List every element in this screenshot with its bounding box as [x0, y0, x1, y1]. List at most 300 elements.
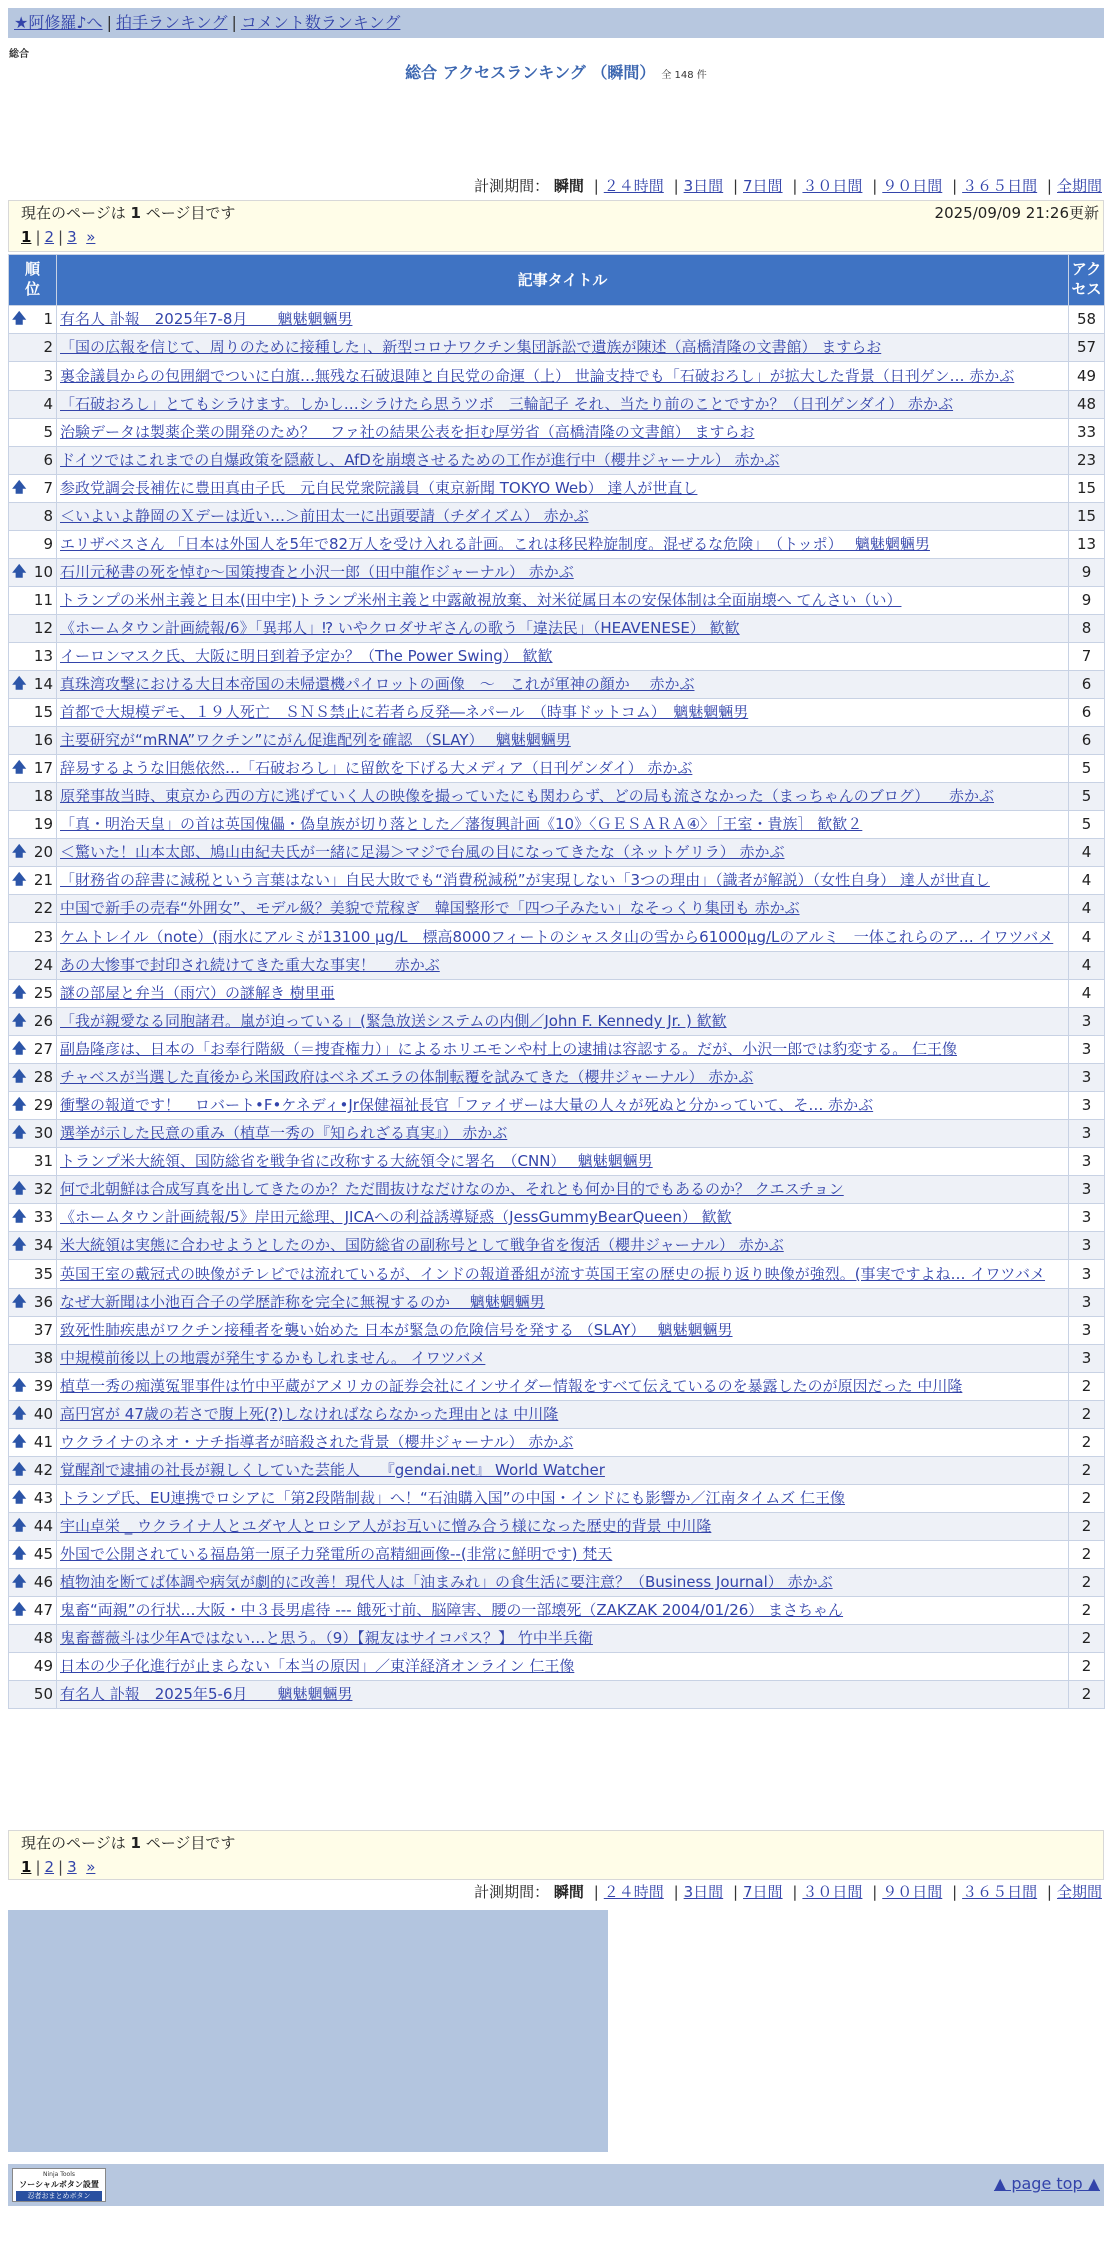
- access-count: 3: [1069, 1092, 1105, 1120]
- article-link[interactable]: トランプ氏、EU連携でロシアに「第2段階制裁」へ！“石油購入国”の中国・インドにも影響か／江南タイムズ 仁王像: [60, 1489, 846, 1507]
- rank-cell: [9, 1541, 57, 1569]
- article-link[interactable]: 「石破おろし」とてもシラけます。しかし…シラけたら思うツボ 三輪記子 それ、当たり前のことですか？（日刊ゲンダイ） 赤かぶ: [60, 395, 954, 413]
- access-count: 3: [1069, 1289, 1105, 1317]
- up-arrow-icon: 🡅: [12, 760, 27, 776]
- period-current: 瞬間: [553, 1883, 584, 1901]
- access-count: 49: [1069, 362, 1105, 391]
- table-row: [9, 1625, 1105, 1653]
- access-count: 3: [1069, 1204, 1105, 1232]
- period-all[interactable]: 全期間: [1056, 177, 1102, 195]
- table-row: [9, 1373, 1105, 1401]
- table-row: [9, 1681, 1105, 1709]
- article-link[interactable]: 致死性肺疾患がワクチン接種者を襲い始めた 日本が緊急の危険信号を発する （SLAY） 魑魅魍魎男: [60, 1321, 733, 1339]
- table-row: [9, 1345, 1105, 1373]
- table-row: [9, 1569, 1105, 1597]
- home-link[interactable]: ★阿修羅♪へ: [14, 13, 103, 32]
- category-label: 総合: [9, 49, 29, 60]
- table-row: [9, 306, 1105, 334]
- rank-number: 18: [33, 787, 53, 805]
- social-button-badge[interactable]: Ninja Tools ソーシャルボタン設置 忍者おまとめボタン: [12, 2168, 106, 2202]
- up-arrow-icon: 🡅: [12, 1181, 27, 1197]
- pager-current: 1: [21, 228, 32, 246]
- article-link[interactable]: 辞易するような旧態依然…「石破おろし」に留飲を下げる大メディア（日刊ゲンダイ） 赤かぶ: [60, 759, 693, 777]
- table-row: [9, 503, 1105, 531]
- article-link[interactable]: 有名人 訃報 2025年7-8月 魑魅魍魎男: [60, 310, 353, 328]
- article-link[interactable]: 高円宮が 47歳の若さで腹上死(?)しなければならなかった理由とは 中川隆: [60, 1405, 559, 1423]
- title-cell: [57, 1148, 1069, 1176]
- up-arrow-icon: 🡅: [12, 311, 27, 327]
- access-count: 3: [1069, 1148, 1105, 1176]
- title-cell: [57, 306, 1069, 334]
- table-row: [9, 587, 1105, 615]
- rank-number: 1: [43, 310, 53, 328]
- access-count: 2: [1069, 1569, 1105, 1597]
- rank-cell: [9, 1204, 57, 1232]
- rank-number: 41: [33, 1433, 53, 1451]
- table-row: [9, 699, 1105, 727]
- article-link[interactable]: 首都で大規模デモ、１９人死亡 ＳＮＳ禁止に若者ら反発―ネパール （時事ドットコム） 魑魅魍魎男: [60, 703, 749, 721]
- rank-cell: [9, 1092, 57, 1120]
- column-header-rank: 順位: [9, 255, 57, 306]
- rank-number: 36: [33, 1293, 53, 1311]
- access-count: 3: [1069, 1120, 1105, 1148]
- nav-separator: |: [231, 13, 237, 32]
- page-status: 現在のページは 1 ページ目です: [21, 1834, 236, 1852]
- article-link[interactable]: 宇山卓栄 _ ウクライナ人とユダヤ人とロシア人がお互いに憎み合う様になった歴史的背景 中川隆: [60, 1517, 712, 1535]
- up-arrow-icon: 🡅: [12, 1602, 27, 1618]
- rank-number: 17: [33, 759, 53, 777]
- title-cell: [57, 1204, 1069, 1232]
- title-cell: [57, 1457, 1069, 1485]
- article-link[interactable]: トランプ米大統領、国防総省を戦争省に改称する大統領令に署名 （CNN） 魑魅魍魎男: [60, 1152, 653, 1170]
- up-arrow-icon: 🡅: [12, 1406, 27, 1422]
- title-cell: [57, 867, 1069, 895]
- rank-cell: [9, 867, 57, 895]
- page-title-text: 総合 アクセスランキング （瞬間）: [405, 63, 656, 82]
- access-count: 3: [1069, 1345, 1105, 1373]
- article-link[interactable]: 裏金議員からの包囲網でついに白旗…無残な石破退陣と自民党の命運（上） 世論支持でも「石破おろし」が拡大した背景（日刊ゲン… 赤かぶ: [60, 367, 1015, 385]
- title-cell: [57, 1429, 1069, 1457]
- footer-bar: [8, 2164, 1104, 2206]
- rank-number: 14: [33, 675, 53, 693]
- title-cell: [57, 980, 1069, 1008]
- access-count: 6: [1069, 727, 1105, 755]
- period-90d[interactable]: ９０日間: [882, 1883, 943, 1901]
- article-link[interactable]: 覚醒剤で逮捕の社長が親しくしていた芸能人 『gendai.net』 World Watcher: [60, 1461, 605, 1479]
- pager-page-2[interactable]: 2: [44, 228, 55, 246]
- title-cell: [57, 643, 1069, 671]
- access-count: 23: [1069, 447, 1105, 475]
- article-link[interactable]: ＜驚いた！山本太郎、鳩山由紀夫氏が一緒に足湯＞マジで台風の目になってきたな（ネットゲリラ） 赤かぶ: [60, 843, 785, 861]
- article-link[interactable]: 植草一秀の痴漢冤罪事件は竹中平蔵がアメリカの証券会社にインサイダー情報をすべて伝えているのを暴露したのが原因だった 中川隆: [60, 1377, 963, 1395]
- table-row: [9, 391, 1105, 419]
- rank-number: 37: [33, 1321, 53, 1339]
- table-row: [9, 447, 1105, 475]
- article-link[interactable]: 主要研究が“mRNA”ワクチン”にがん促進配列を確認 （SLAY） 魑魅魍魎男: [60, 731, 571, 749]
- title-cell: [57, 923, 1069, 952]
- up-arrow-icon: 🡅: [12, 1125, 27, 1141]
- rank-number: 28: [33, 1068, 53, 1086]
- rank-number: 48: [33, 1629, 53, 1647]
- title-cell: [57, 531, 1069, 559]
- up-arrow-icon: 🡅: [12, 564, 27, 580]
- article-link[interactable]: 外国で公開されている福島第一原子力発電所の高精細画像--(非常に鮮明です) 梵天: [60, 1545, 613, 1563]
- title-cell: [57, 727, 1069, 755]
- title-cell: [57, 699, 1069, 727]
- article-link[interactable]: 「国の広報を信じて、周りのために接種した」、新型コロナワクチン集団訴訟で遺族が陳述（高橋清隆の文書館） ますらお: [60, 338, 882, 356]
- access-count: 3: [1069, 1232, 1105, 1260]
- up-arrow-icon: 🡅: [12, 1097, 27, 1113]
- table-row: [9, 1429, 1105, 1457]
- article-link[interactable]: 「真・明治天皇」の首は英国傀儡・偽皇族が切り落とした／藩復興計画《10》〈ＧＥＳＡＲＡ④〉［王室・貴族］ 歓歓２: [60, 815, 863, 833]
- title-cell: [57, 839, 1069, 867]
- access-count: 57: [1069, 334, 1105, 362]
- rank-cell: [9, 1569, 57, 1597]
- rank-number: 45: [33, 1545, 53, 1563]
- table-row: [9, 1204, 1105, 1232]
- article-link[interactable]: 有名人 訃報 2025年5-6月 魑魅魍魎男: [60, 1685, 353, 1703]
- rank-cell: [9, 643, 57, 671]
- title-cell: [57, 419, 1069, 447]
- table-row: [9, 1541, 1105, 1569]
- rank-cell: [9, 1597, 57, 1625]
- article-link[interactable]: 植物油を断てば体調や病気が劇的に改善！現代人は「油まみれ」の食生活に要注意？（Business Journal） 赤かぶ: [60, 1573, 833, 1591]
- ad-placeholder: [8, 1910, 608, 2152]
- period-3d[interactable]: 3日間: [683, 177, 724, 195]
- rank-number: 20: [33, 843, 53, 861]
- table-row: [9, 1401, 1105, 1429]
- up-arrow-icon: 🡅: [12, 1041, 27, 1057]
- pager-page-3[interactable]: 3: [67, 1858, 77, 1876]
- up-arrow-icon: 🡅: [12, 1462, 27, 1478]
- rank-cell: [9, 1232, 57, 1260]
- rank-cell: [9, 895, 57, 923]
- rank-number: 30: [33, 1124, 53, 1142]
- rank-number: 44: [33, 1517, 53, 1535]
- access-count: 2: [1069, 1681, 1105, 1709]
- rank-cell: [9, 811, 57, 839]
- period-24h[interactable]: ２４時間: [603, 177, 664, 195]
- rank-number: 4: [43, 395, 53, 413]
- title-cell: [57, 475, 1069, 503]
- rank-number: 12: [33, 619, 53, 637]
- table-row: [9, 1260, 1105, 1289]
- rank-cell: [9, 475, 57, 503]
- rank-cell: [9, 447, 57, 475]
- article-link[interactable]: エリザベスさん 「日本は外国人を5年で82万人を受け入れる計画。これは移民粋旋制度。混ぜるな危険」 （トッポ） 魑魅魍魎男: [60, 535, 930, 553]
- table-row: [9, 1092, 1105, 1120]
- column-header-access: アクセス: [1069, 255, 1105, 306]
- table-row: [9, 1513, 1105, 1541]
- table-row: [9, 1289, 1105, 1317]
- rank-cell: [9, 503, 57, 531]
- article-link[interactable]: 衝撃の報道です！ ロバート•F•ケネディ•Jr保健福祉長官「ファイザーは大量の人々が死ぬと分かっていて、そ… 赤かぶ: [60, 1096, 874, 1114]
- rank-cell: [9, 1653, 57, 1681]
- title-cell: [57, 1232, 1069, 1260]
- rank-number: 33: [33, 1208, 53, 1226]
- access-count: 3: [1069, 1176, 1105, 1204]
- table-row: [9, 1597, 1105, 1625]
- access-count: 3: [1069, 1260, 1105, 1289]
- period-365d[interactable]: ３６５日間: [962, 177, 1038, 195]
- article-link[interactable]: ケムトレイル（note）(雨水にアルミが13100 μg/L 標高8000フィートのシャスタ山の雪から61000μg/Lのアルミ 一体これらのア… イワツバメ: [60, 928, 1054, 946]
- rank-cell: [9, 671, 57, 699]
- rank-number: 7: [43, 479, 53, 497]
- article-link[interactable]: 選挙が示した民意の重み（植草一秀の『知られざる真実』） 赤かぶ: [60, 1124, 508, 1142]
- pager-page-2[interactable]: 2: [44, 1858, 55, 1876]
- title-cell: [57, 1176, 1069, 1204]
- title-cell: [57, 1260, 1069, 1289]
- up-arrow-icon: 🡅: [12, 985, 27, 1001]
- title-cell: [57, 1120, 1069, 1148]
- rank-number: 39: [33, 1377, 53, 1395]
- title-cell: [57, 1064, 1069, 1092]
- rank-cell: [9, 1401, 57, 1429]
- page-top-link[interactable]: ▲ page top ▲: [993, 2174, 1100, 2193]
- title-cell: [57, 559, 1069, 587]
- rank-cell: [9, 587, 57, 615]
- ranking-table: [8, 254, 1105, 1709]
- access-count: 2: [1069, 1513, 1105, 1541]
- rank-number: 3: [43, 366, 53, 385]
- title-cell: [57, 1317, 1069, 1345]
- page-info-bottom: [8, 1830, 1104, 1880]
- pager-page-3[interactable]: 3: [67, 228, 77, 246]
- rank-number: 5: [43, 423, 53, 441]
- period-365d[interactable]: ３６５日間: [962, 1883, 1038, 1901]
- rank-number: 47: [33, 1601, 53, 1619]
- up-arrow-icon: 🡅: [12, 1518, 27, 1534]
- table-row: [9, 1148, 1105, 1176]
- rank-cell: [9, 1429, 57, 1457]
- rank-number: 49: [33, 1657, 53, 1675]
- period-selector-top: 計測期間： 瞬間 | ２４時間 | 3日間 | 7日間 | ３０日間 | ９０日間 | ３６５日間 | 全期間: [474, 177, 1102, 195]
- article-link[interactable]: 何で北朝鮮は合成写真を出してきたのか？ただ間抜けなだけなのか、それとも何か目的でもあるのか？ クエスチョン: [60, 1180, 844, 1198]
- access-count: 15: [1069, 475, 1105, 503]
- access-count: 2: [1069, 1541, 1105, 1569]
- up-arrow-icon: 🡅: [12, 480, 27, 496]
- access-count: 4: [1069, 952, 1105, 980]
- rank-number: 2: [43, 338, 53, 356]
- article-link[interactable]: 謎の部屋と弁当（雨穴）の謎解き 樹里亜: [60, 984, 335, 1002]
- rank-cell: [9, 1260, 57, 1289]
- access-count: 58: [1069, 306, 1105, 334]
- rank-number: 11: [33, 591, 53, 609]
- table-row: [9, 980, 1105, 1008]
- title-cell: [57, 952, 1069, 980]
- rank-number: 26: [33, 1012, 53, 1030]
- rank-cell: [9, 727, 57, 755]
- title-cell: [57, 447, 1069, 475]
- article-link[interactable]: なぜ大新聞は小池百合子の学歴詐称を完全に無視するのか 魑魅魍魎男: [60, 1293, 545, 1311]
- rank-cell: [9, 1457, 57, 1485]
- rank-cell: [9, 391, 57, 419]
- access-count: 3: [1069, 1036, 1105, 1064]
- access-count: 5: [1069, 755, 1105, 783]
- table-row: [9, 923, 1105, 952]
- article-link[interactable]: 参政党調会長補佐に豊田真由子氏 元自民党衆院議員（東京新聞 TOKYO Web） 達人が世直し: [60, 479, 698, 497]
- up-arrow-icon: 🡅: [12, 1294, 27, 1310]
- rank-number: 34: [33, 1236, 53, 1254]
- rank-cell: [9, 362, 57, 391]
- title-cell: [57, 1092, 1069, 1120]
- rank-number: 43: [33, 1489, 53, 1507]
- article-link[interactable]: 原発事故当時、東京から西の方に逃げていく人の映像を撮っていたにも関わらず、どの局も流さなかった（まっちゃんのブログ） 赤かぶ: [60, 787, 995, 805]
- table-row: [9, 811, 1105, 839]
- column-header-title: 記事タイトル: [57, 255, 1069, 306]
- up-arrow-icon: 🡅: [12, 844, 27, 860]
- article-link[interactable]: 中国で新手の売春“外囲女”、モデル級？美貌で荒稼ぎ 韓国整形で「四つ子みたい」なそっくり集団も 赤かぶ: [60, 899, 800, 917]
- pagination-bottom: 1 | 2 | 3 »: [21, 1858, 96, 1876]
- table-row: [9, 419, 1105, 447]
- access-count: 2: [1069, 1597, 1105, 1625]
- table-row: [9, 475, 1105, 503]
- pager-current: 1: [21, 1858, 32, 1876]
- period-30d[interactable]: ３０日間: [802, 1883, 863, 1901]
- article-link[interactable]: 鬼畜薔薇斗は少年Aではない…と思う。（9）【親友はサイコパス？】 竹中半兵衛: [60, 1629, 593, 1647]
- article-link[interactable]: あの大惨事で封印され続けてきた重大な事実！ 赤かぶ: [60, 956, 440, 974]
- article-link[interactable]: 中規模前後以上の地震が発生するかもしれません。 イワツバメ: [60, 1349, 486, 1367]
- rank-cell: [9, 1681, 57, 1709]
- article-link[interactable]: 日本の少子化進行が止まらない「本当の原因」／東洋経済オンライン 仁王像: [60, 1657, 575, 1675]
- access-count: 4: [1069, 923, 1105, 952]
- rank-cell: [9, 1317, 57, 1345]
- rank-number: 19: [33, 815, 53, 833]
- rank-number: 42: [33, 1461, 53, 1479]
- title-cell: [57, 391, 1069, 419]
- applause-ranking-link[interactable]: 拍手ランキング: [115, 13, 228, 32]
- rank-number: 40: [33, 1405, 53, 1423]
- access-count: 3: [1069, 1064, 1105, 1092]
- rank-cell: [9, 755, 57, 783]
- rank-number: 22: [33, 899, 53, 917]
- rank-number: 31: [33, 1152, 53, 1170]
- article-link[interactable]: チャベスが当選した直後から米国政府はベネズエラの体制転覆を試みてきた（櫻井ジャーナル） 赤かぶ: [60, 1068, 754, 1086]
- rank-cell: [9, 1120, 57, 1148]
- rank-cell: [9, 1176, 57, 1204]
- article-link[interactable]: 真珠湾攻撃における大日本帝国の未帰還機パイロットの画像 ～ これが軍神の顔か 赤かぶ: [60, 675, 695, 693]
- rank-cell: [9, 306, 57, 334]
- up-arrow-icon: 🡅: [12, 872, 27, 888]
- period-3d[interactable]: 3日間: [683, 1883, 724, 1901]
- title-cell: [57, 895, 1069, 923]
- article-link[interactable]: 鬼畜“両親”の行状…大阪・中３長男虐待 --- 餓死寸前、脳障害、腰の一部壊死（ZAKZAK 2004/01/26） まさちゃん: [60, 1601, 844, 1619]
- article-link[interactable]: ウクライナのネオ・ナチ指導者が暗殺された背景（櫻井ジャーナル） 赤かぶ: [60, 1433, 574, 1451]
- title-cell: [57, 1569, 1069, 1597]
- comment-ranking-link[interactable]: コメント数ランキング: [240, 13, 401, 32]
- period-90d[interactable]: ９０日間: [882, 177, 943, 195]
- article-link[interactable]: 《ホームタウン計画続報/6》「異邦人」⁉ いやクロダサギさんの歌う「違法民」（HEAVENESE） 歓歓: [60, 619, 740, 637]
- title-cell: [57, 1008, 1069, 1036]
- article-link[interactable]: トランプの米州主義と日本(田中宇)トランプ米州主義と中露敵視放棄、対米従属日本の安保体制は全面崩壊へ てんさい（い）: [60, 591, 902, 609]
- rank-number: 6: [43, 451, 53, 469]
- title-cell: [57, 1653, 1069, 1681]
- article-link[interactable]: 英国王室の戴冠式の映像がテレビでは流れているが、インドの報道番組が流す英国王室の歴史の振り返り映像が強烈。(事実ですよね… イワツバメ: [60, 1265, 1046, 1283]
- rank-cell: [9, 1008, 57, 1036]
- total-count: 全 148 件: [661, 70, 707, 81]
- period-7d[interactable]: 7日間: [743, 177, 783, 195]
- pager-next[interactable]: »: [86, 1858, 96, 1876]
- access-count: 4: [1069, 839, 1105, 867]
- access-count: 7: [1069, 643, 1105, 671]
- rank-cell: [9, 1036, 57, 1064]
- table-row: [9, 615, 1105, 643]
- ranking-table-body: [9, 306, 1105, 1709]
- article-link[interactable]: 副島隆彦は、日本の「お奉行階級（＝捜査権力）」によるホリエモンや村上の逮捕は容認する。だが、小沢一郎では豹変する。 仁王像: [60, 1040, 957, 1058]
- rank-cell: [9, 559, 57, 587]
- rank-number: 32: [33, 1180, 53, 1198]
- article-link[interactable]: イーロンマスク氏、大阪に明日到着予定か？（The Power Swing） 歓歓: [60, 647, 553, 665]
- access-count: 3: [1069, 1317, 1105, 1345]
- rank-cell: [9, 839, 57, 867]
- article-link[interactable]: 米大統領は実態に合わせようとしたのか、国防総省の副称号として戦争省を復活（櫻井ジャーナル） 赤かぶ: [60, 1236, 784, 1254]
- table-row: [9, 895, 1105, 923]
- period-30d[interactable]: ３０日間: [802, 177, 863, 195]
- title-cell: [57, 1541, 1069, 1569]
- article-link[interactable]: 「我が親愛なる同胞諸君。嵐が迫っている」(緊急放送システムの内側／John F. Kennedy Jr. ) 歓歓: [60, 1012, 727, 1030]
- title-cell: [57, 1289, 1069, 1317]
- rank-number: 50: [33, 1685, 53, 1703]
- access-count: 2: [1069, 1653, 1105, 1681]
- table-row: [9, 1176, 1105, 1204]
- article-link[interactable]: 《ホームタウン計画続報/5》岸田元総理、JICAへの利益誘導疑惑（JessGummyBearQueen） 歓歓: [60, 1208, 732, 1226]
- up-arrow-icon: 🡅: [12, 1574, 27, 1590]
- top-nav-bar: [8, 8, 1104, 38]
- rank-number: 15: [33, 703, 53, 721]
- rank-cell: [9, 980, 57, 1008]
- access-count: 5: [1069, 811, 1105, 839]
- table-row: [9, 952, 1105, 980]
- access-count: 15: [1069, 503, 1105, 531]
- period-7d[interactable]: 7日間: [743, 1883, 783, 1901]
- nav-separator: |: [106, 13, 112, 32]
- table-row: [9, 1064, 1105, 1092]
- rank-cell: [9, 1345, 57, 1373]
- table-row: [9, 755, 1105, 783]
- up-arrow-icon: 🡅: [12, 1434, 27, 1450]
- rank-cell: [9, 1485, 57, 1513]
- article-link[interactable]: ドイツではこれまでの自爆政策を隠蔽し、AfDを崩壊させるための工作が進行中（櫻井ジャーナル） 赤かぶ: [60, 451, 780, 469]
- table-row: [9, 334, 1105, 362]
- access-count: 2: [1069, 1485, 1105, 1513]
- title-cell: [57, 1681, 1069, 1709]
- access-count: 5: [1069, 783, 1105, 811]
- article-link[interactable]: 「財務省の辞書に減税という言葉はない」自民大敗でも“消費税減税”が実現しない「3つの理由」（識者が解説）（女性自身） 達人が世直し: [60, 871, 990, 889]
- period-all[interactable]: 全期間: [1056, 1883, 1102, 1901]
- access-count: 4: [1069, 980, 1105, 1008]
- title-cell: [57, 783, 1069, 811]
- title-cell: [57, 1036, 1069, 1064]
- up-arrow-icon: 🡅: [12, 1013, 27, 1029]
- article-link[interactable]: ＜いよいよ静岡のＸデーは近い…＞前田太一に出頭要請（チダイズム） 赤かぶ: [60, 507, 589, 525]
- article-link[interactable]: 石川元秘書の死を悼む～国策捜査と小沢一郎（田中龍作ジャーナル） 赤かぶ: [60, 563, 574, 581]
- title-cell: [57, 1625, 1069, 1653]
- table-row: [9, 1457, 1105, 1485]
- pager-next[interactable]: »: [86, 228, 96, 246]
- rank-number: 23: [33, 927, 53, 946]
- access-count: 13: [1069, 531, 1105, 559]
- article-link[interactable]: 治験データは製薬企業の開発のため？ ファ社の結果公表を拒む厚労省（高橋清隆の文書館） ますらお: [60, 423, 755, 441]
- title-cell: [57, 615, 1069, 643]
- period-24h[interactable]: ２４時間: [603, 1883, 664, 1901]
- period-selector-bottom: 計測期間： 瞬間 | ２４時間 | 3日間 | 7日間 | ３０日間 | ９０日間 | ３６５日間 | 全期間: [474, 1883, 1102, 1901]
- rank-cell: [9, 419, 57, 447]
- table-row: [9, 783, 1105, 811]
- rank-cell: [9, 1148, 57, 1176]
- table-row: [9, 1120, 1105, 1148]
- period-label: 計測期間：: [474, 1883, 550, 1901]
- rank-number: 21: [33, 871, 53, 889]
